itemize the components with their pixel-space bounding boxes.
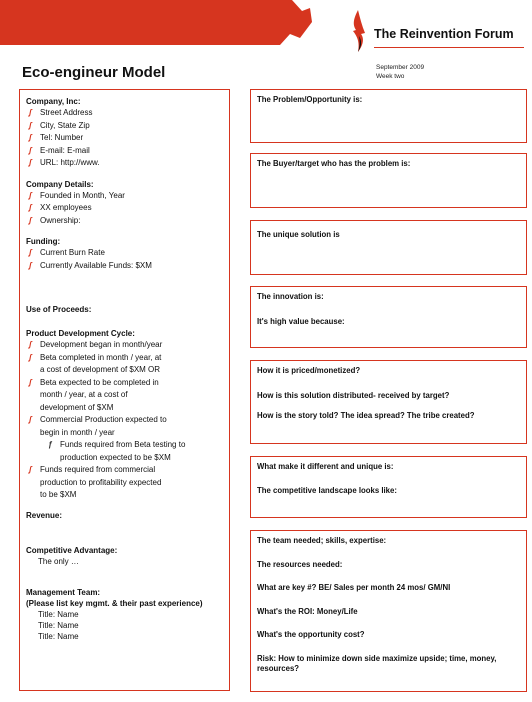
solution-box xyxy=(250,220,527,275)
buyer-box xyxy=(250,153,527,208)
flame-bullet-icon: ʃ xyxy=(29,203,32,212)
landscape-prompt: The competitive landscape looks like: xyxy=(257,485,397,495)
brand-underline xyxy=(374,47,524,48)
list-item: ʃ Currently Available Funds: $XM xyxy=(26,260,223,273)
funding-heading: Funding: xyxy=(26,237,61,246)
flame-bullet-icon: ʃ xyxy=(29,248,32,257)
team-resources-box xyxy=(250,530,527,692)
details-heading: Company Details: xyxy=(26,179,94,189)
list-item: ʃ Commercial Production expected to xyxy=(26,414,223,427)
flame-bullet-icon: ʃ xyxy=(29,133,32,142)
product-heading: Product Development Cycle: xyxy=(26,329,135,338)
list-item: ʃ Ownership: xyxy=(26,215,223,228)
list-item-continued: to be $XM xyxy=(40,490,77,499)
flame-sub-bullet-icon: ƒ xyxy=(48,440,53,449)
innovation-box xyxy=(250,286,527,348)
list-item-continued: begin in month / year xyxy=(40,427,115,437)
company-profile-box xyxy=(19,89,230,691)
list-item: ʃ Development began in month/year xyxy=(26,339,223,352)
solution-prompt: The unique solution is xyxy=(257,230,340,239)
list-item: ʃ Tel: Number xyxy=(26,132,223,145)
list-item: ʃ Street Address xyxy=(26,107,223,120)
flame-bullet-icon: ʃ xyxy=(29,260,32,270)
buyer-prompt: The Buyer/target who has the problem is: xyxy=(257,159,411,168)
resources-prompt: The resources needed: xyxy=(257,559,343,569)
flame-bullet-icon: ʃ xyxy=(29,190,32,200)
company-heading: Company, Inc: xyxy=(26,97,81,106)
list-item-continued: month / year, at a cost of xyxy=(40,390,128,399)
flame-bullet-icon: ʃ xyxy=(29,215,32,225)
list-item: ʃ Beta expected to be completed in xyxy=(26,377,223,390)
management-member: Title: Name xyxy=(38,631,79,641)
problem-box xyxy=(250,89,527,143)
problem-prompt: The Problem/Opportunity is: xyxy=(257,95,363,104)
list-item: ʃ E-mail: E-mail xyxy=(26,145,223,158)
revenue-heading: Revenue: xyxy=(26,510,63,520)
distribution-box xyxy=(250,360,527,444)
flame-bullet-icon: ʃ xyxy=(29,340,32,349)
roi-prompt: What's the ROI: Money/Life xyxy=(257,606,358,616)
unique-prompt: What make it different and unique is: xyxy=(257,462,394,471)
innovation-prompt: The innovation is: xyxy=(257,292,324,301)
value-prompt: It's high value because: xyxy=(257,316,345,326)
flame-bullet-icon: ʃ xyxy=(29,415,32,424)
week-text: Week two xyxy=(376,73,405,80)
management-heading: Management Team: xyxy=(26,587,101,597)
story-prompt: How is the story told? The idea spread? The tribe created? xyxy=(257,411,475,420)
list-item: ʃ Funds required from commercial xyxy=(26,464,223,477)
flame-bullet-icon: ʃ xyxy=(29,120,32,130)
flame-bullet-icon: ʃ xyxy=(29,465,32,474)
management-member: Title: Name xyxy=(38,620,79,630)
key-numbers-prompt: What are key #? BE/ Sales per month 24 mos/ GM/NI xyxy=(257,583,451,592)
use-of-proceeds-heading: Use of Proceeds: xyxy=(26,305,92,314)
brand-name: The Reinvention Forum xyxy=(374,27,514,41)
team-prompt: The team needed; skills, expertise: xyxy=(257,536,387,545)
pricing-prompt: How it is priced/monetized? xyxy=(257,366,361,375)
list-item: ʃ City, State Zip xyxy=(26,120,223,133)
distribution-prompt: How is this solution distributed- received by target? xyxy=(257,390,450,400)
list-item-continued: development of $XM xyxy=(40,402,114,412)
page-title: Eco-engineur Model xyxy=(22,64,166,81)
list-item: ʃ Founded in Month, Year xyxy=(26,190,223,203)
competitive-heading: Competitive Advantage: xyxy=(26,545,118,555)
list-item-continued: production to profitability expected xyxy=(40,477,162,487)
differentiation-box xyxy=(250,456,527,518)
list-item: ʃ URL: http://www. xyxy=(26,157,223,170)
sub-list-item: ƒ Funds required from Beta testing to xyxy=(26,439,223,452)
list-item: ʃ Beta completed in month / year, at xyxy=(26,352,223,365)
management-member: Title: Name xyxy=(38,609,79,619)
risk-prompt: Risk: How to minimize down side maximize upside; time, money, resources? xyxy=(257,653,497,673)
flame-bullet-icon: ʃ xyxy=(29,158,32,167)
flame-bullet-icon: ʃ xyxy=(29,377,32,387)
list-item: ʃ XX employees xyxy=(26,202,223,215)
flame-bullet-icon: ʃ xyxy=(29,145,32,155)
red-banner xyxy=(0,0,330,50)
list-item: ʃ Current Burn Rate xyxy=(26,247,223,260)
flame-bullet-icon: ʃ xyxy=(29,108,32,117)
management-subheading: (Please list key mgmt. & their past experience) xyxy=(26,598,203,608)
list-item-continued: a cost of development of $XM OR xyxy=(40,365,161,374)
sub-list-item-continued: production expected to be $XM xyxy=(60,452,171,462)
opportunity-cost-prompt: What's the opportunity cost? xyxy=(257,630,365,639)
flame-bullet-icon: ʃ xyxy=(29,352,32,362)
date-text: September 2009 xyxy=(376,64,425,71)
date-block xyxy=(376,63,424,81)
competitive-value: The only … xyxy=(38,556,79,566)
